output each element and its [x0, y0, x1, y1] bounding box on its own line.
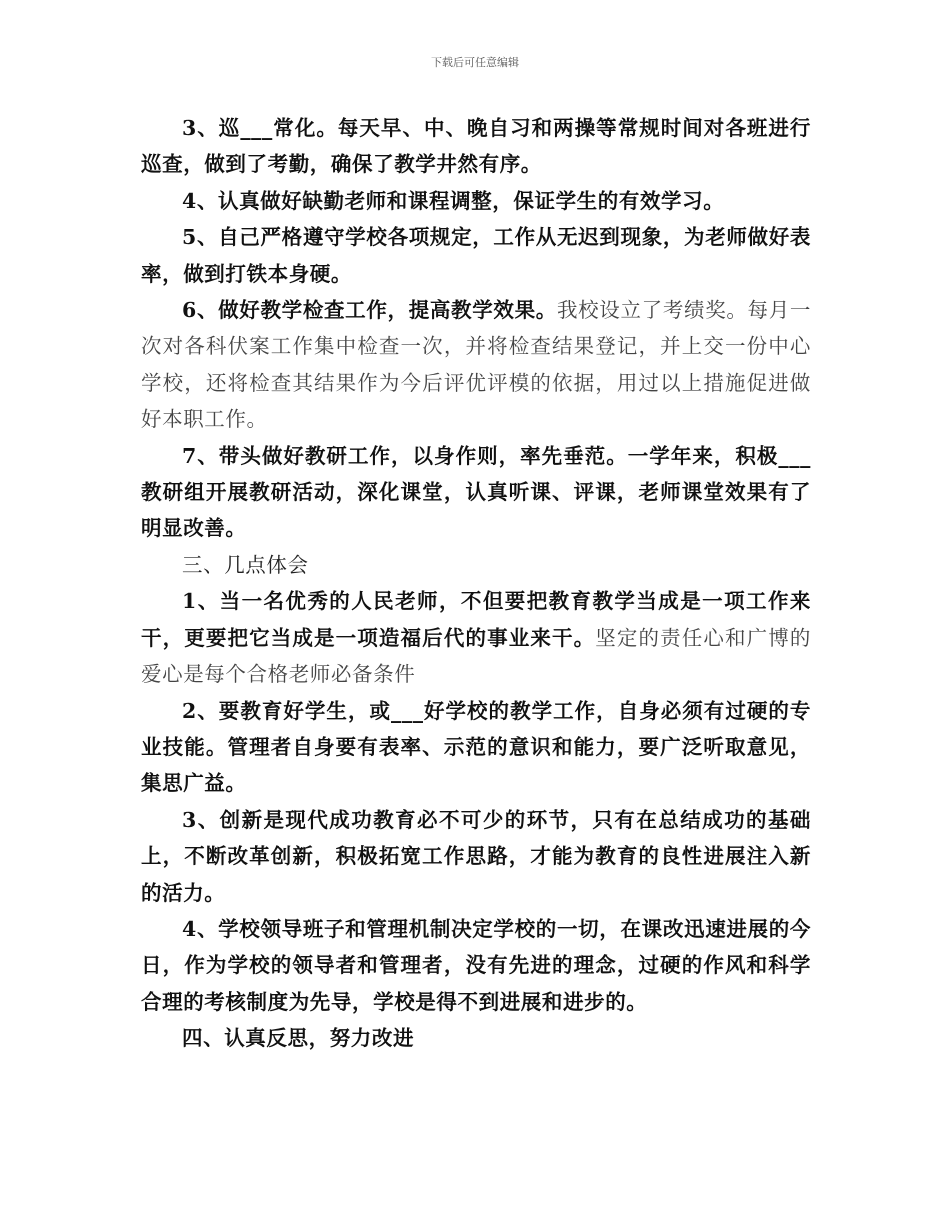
paragraph-bold-text: 6、做好教学检查工作，提高教学效果。	[182, 298, 557, 323]
document-body	[141, 110, 811, 1057]
insight-3	[141, 802, 811, 911]
paragraph-bold-text: 3、巡___常化。每天早、中、晚自习和两操等常规时间对各班进行巡查，做到了考勤，确保了教学井然有序。	[141, 116, 811, 177]
section-heading-3	[141, 547, 811, 583]
paragraph-bold-text: 1、当一名优秀的人民老师，不但要把教育教学当成是一项工作来干，更要把它当成是一项造福后代的事业来干。	[141, 589, 811, 650]
paragraph-3	[141, 110, 811, 183]
insight-1	[141, 583, 811, 692]
paragraph-5	[141, 219, 811, 292]
section-heading-4	[141, 1020, 811, 1056]
paragraph-bold-text: 2、要教育好学生，或___好学校的教学工作，自身必须有过硬的专业技能。管理者自身要有表率、示范的意识和能力，要广泛听取意见，集思广益。	[141, 698, 811, 796]
paragraph-bold-text: 5、自己严格遵守学校各项规定，工作从无迟到现象，为老师做好表率，做到打铁本身硬。	[141, 225, 811, 286]
paragraph-plain-text: 三、几点体会	[182, 552, 309, 577]
page-header: 下载后可任意编辑	[431, 56, 519, 69]
paragraph-bold-text: 四、认真反思，努力改进	[182, 1026, 415, 1051]
paragraph-4	[141, 183, 811, 219]
insight-4	[141, 911, 811, 1020]
paragraph-bold-text: 7、带头做好教研工作，以身作则，率先垂范。一学年来，积极___教研组开展教研活动，深化课堂，认真听课、评课，老师课堂效果有了明显改善。	[141, 443, 811, 541]
paragraph-plain-text: 坚定的责任心和广博的爱心是每个合格老师必备条件	[141, 625, 812, 687]
insight-2	[141, 693, 811, 802]
paragraph-bold-text: 3、创新是现代成功教育必不可少的环节，只有在总结成功的基础上，不断改革创新，积极拓宽工作思路，才能为教育的良性进展注入新的活力。	[141, 807, 811, 905]
paragraph-7	[141, 438, 811, 547]
paragraph-bold-text: 4、学校领导班子和管理机制决定学校的一切，在课改迅速进展的今日，作为学校的领导者和管理者，没有先进的理念，过硬的作风和科学合理的考核制度为先导，学校是得不到进展和进步的。	[141, 916, 811, 1014]
paragraph-6	[141, 292, 811, 438]
paragraph-bold-text: 4、认真做好缺勤老师和课程调整，保证学生的有效学习。	[182, 188, 725, 213]
paragraph-plain-text: 我校设立了考绩奖。每月一次对各科伏案工作集中检查一次，并将检查结果登记，并上交一份中心学校，还将检查其结果作为今后评优评模的依据，用过以上措施促进做好本职工作。	[141, 298, 811, 432]
